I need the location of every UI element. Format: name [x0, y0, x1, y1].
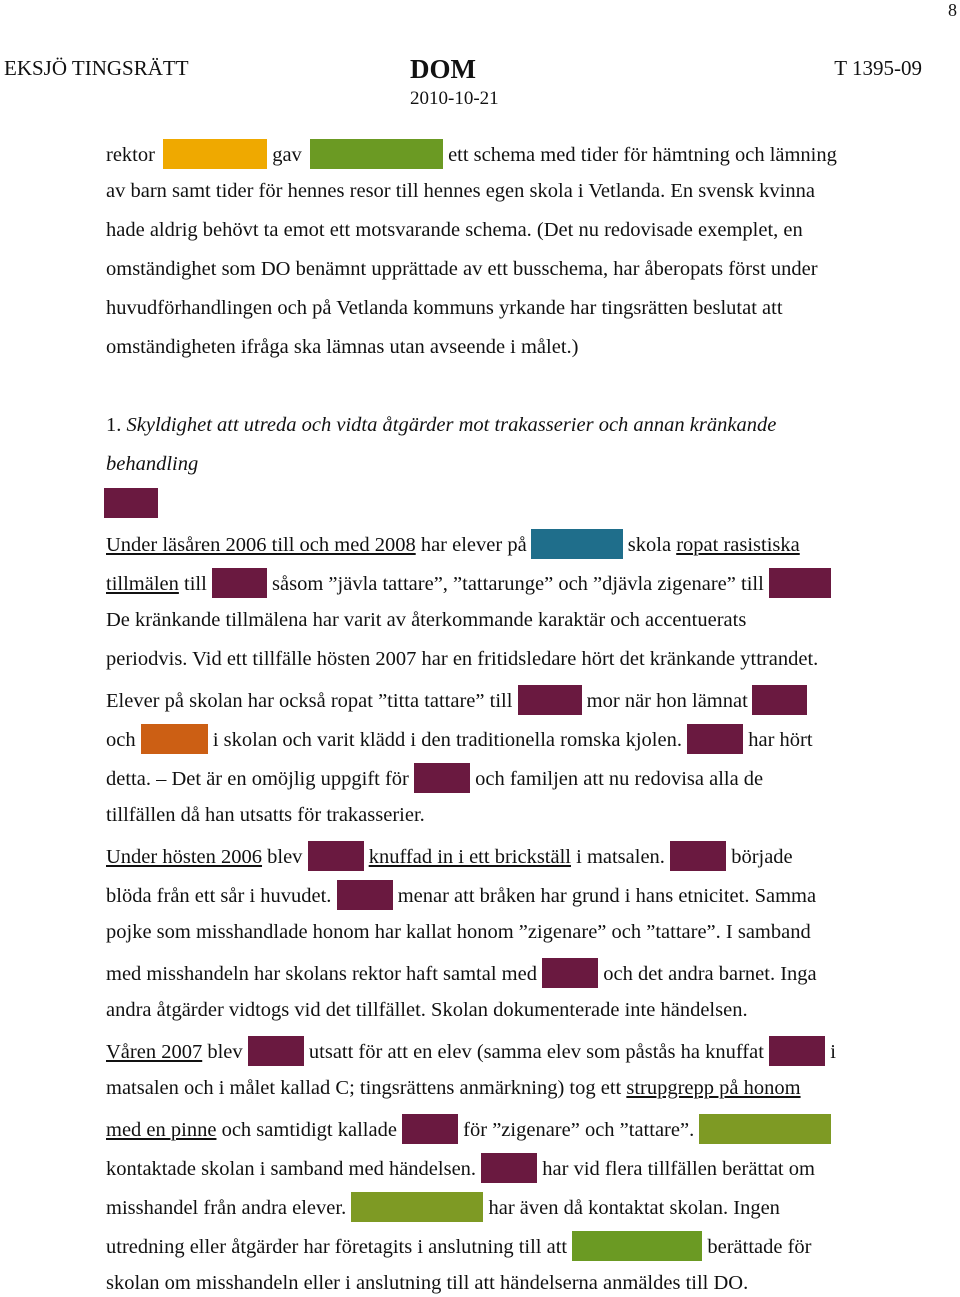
- section-heading: [106, 412, 776, 439]
- text-line: [106, 1036, 836, 1066]
- text-line: [106, 1153, 815, 1183]
- case-number: T 1395-09: [834, 56, 922, 80]
- text-segment: detta. – Det är en omöjlig uppgift för: [106, 768, 409, 790]
- text-line: De kränkande tillmälena har varit av återkommande karaktär och accentuerats: [106, 609, 747, 631]
- text-segment: med en pinne: [106, 1119, 217, 1141]
- redaction-box: [104, 488, 158, 518]
- text-segment: och familjen att nu redovisa alla de: [475, 768, 764, 790]
- text-segment: rektor: [106, 144, 155, 166]
- text-line: [106, 1192, 780, 1222]
- text-segment: ropat rasistiska: [676, 534, 800, 556]
- text-line: [106, 763, 763, 793]
- text-segment: mor när hon lämnat: [586, 690, 748, 712]
- text-line: [106, 841, 793, 871]
- redaction-box: [670, 841, 726, 871]
- text-line: [106, 685, 807, 715]
- text-segment: och: [106, 729, 136, 751]
- text-line: [106, 1075, 801, 1102]
- text-line: omständigheten ifråga ska lämnas utan avseende i målet.): [106, 336, 579, 358]
- text-segment: i: [830, 1041, 836, 1063]
- text-segment: i matsalen.: [576, 846, 665, 868]
- text-segment: började: [731, 846, 793, 868]
- court-name: EKSJÖ TINGSRÄTT: [4, 56, 189, 80]
- text-line: skolan om misshandeln eller i anslutning till att händelserna anmäldes till DO.: [106, 1272, 749, 1294]
- text-line: [106, 724, 813, 754]
- text-segment: utredning eller åtgärder har företagits i anslutning till att: [106, 1236, 568, 1258]
- text-line: andra åtgärder vidtogs vid det tillfället. Skolan dokumenterade inte händelsen.: [106, 999, 748, 1021]
- redaction-box: [481, 1153, 537, 1183]
- redaction-box: [141, 724, 208, 754]
- redaction-box: [542, 958, 598, 988]
- redaction-box: [414, 763, 470, 793]
- text-segment: blev: [207, 1041, 243, 1063]
- document-type: DOM: [410, 54, 476, 84]
- text-segment: Under hösten 2006: [106, 846, 263, 868]
- section-title: Skyldighet att utreda och vidta åtgärder mot trakasserier och annan kränkande: [126, 414, 777, 436]
- redaction-box: [351, 1192, 483, 1222]
- redaction-box: [769, 1036, 825, 1066]
- text-segment: i skolan och varit klädd i den traditionella romska kjolen.: [212, 729, 682, 751]
- text-segment: har elever på: [420, 534, 527, 556]
- redaction-box: [163, 139, 267, 169]
- text-segment: kontaktade skolan i samband med händelsen.: [106, 1158, 477, 1180]
- text-line: omständighet som DO benämnt upprättade av ett busschema, har åberopats först under: [106, 258, 818, 280]
- text-line: pojke som misshandlade honom har kallat honom ”zigenare” och ”tattare”. I samband: [106, 921, 811, 943]
- redaction-box: [752, 685, 807, 715]
- text-segment: Våren 2007: [106, 1041, 203, 1063]
- text-segment: matsalen och i målet kallad C; tingsrättens anmärkning) tog ett: [106, 1077, 622, 1099]
- text-segment: med misshandeln har skolans rektor haft samtal med: [106, 963, 537, 985]
- text-line: [106, 529, 800, 559]
- text-segment: och det andra barnet. Inga: [603, 963, 817, 985]
- redaction-box: [402, 1114, 458, 1144]
- text-segment: och samtidigt kallade: [221, 1119, 397, 1141]
- redaction-box: [337, 880, 393, 910]
- redaction-box: [310, 139, 443, 169]
- text-line: hade aldrig behövt ta emot ett motsvarande schema. (Det nu redovisade exemplet, en: [106, 219, 803, 241]
- redaction-box: [572, 1231, 702, 1261]
- redaction-box: [687, 724, 743, 754]
- text-segment: såsom ”jävla tattare”, ”tattarunge” och ”djävla zigenare” till: [272, 573, 764, 595]
- text-line: [106, 568, 831, 598]
- text-segment: menar att bråken har grund i hans etnicitet. Samma: [397, 885, 817, 907]
- page-number: 8: [948, 0, 957, 20]
- text-segment: för ”zigenare” och ”tattare”.: [463, 1119, 695, 1141]
- text-segment: Elever på skolan har också ropat ”titta tattare” till: [106, 690, 513, 712]
- redaction-box: [699, 1114, 831, 1144]
- text-line: [106, 958, 817, 988]
- text-line: av barn samt tider för hennes resor till hennes egen skola i Vetlanda. En svensk kvinna: [106, 180, 815, 202]
- text-segment: till: [184, 573, 207, 595]
- text-segment: berättade för: [707, 1236, 812, 1258]
- redaction-box: [248, 1036, 304, 1066]
- text-segment: blöda från ett sår i huvudet.: [106, 885, 332, 907]
- text-segment: har vid flera tillfällen berättat om: [542, 1158, 815, 1180]
- text-line: [106, 1231, 812, 1261]
- redaction-box: [531, 529, 623, 559]
- text-line: [106, 1114, 831, 1144]
- text-line: tillfällen då han utsatts för trakasserier.: [106, 804, 425, 826]
- text-segment: har hört: [748, 729, 813, 751]
- text-segment: gav: [272, 144, 302, 166]
- text-segment: tillmälen: [106, 573, 179, 595]
- text-segment: utsatt för att en elev (samma elev som påstås ha knuffat: [308, 1041, 764, 1063]
- text-segment: ett schema med tider för hämtning och lämning: [448, 144, 837, 166]
- text-line: periodvis. Vid ett tillfälle hösten 2007 har en fritidsledare hört det kränkande yttrandet.: [106, 648, 819, 670]
- redaction-box: [308, 841, 364, 871]
- text-segment: strupgrepp på honom: [626, 1077, 801, 1099]
- redaction-box: [212, 568, 267, 598]
- text-segment: har även då kontaktat skolan. Ingen: [488, 1197, 780, 1219]
- text-segment: knuffad in i ett brickställ: [368, 846, 571, 868]
- text-segment: skola: [627, 534, 672, 556]
- document-date: 2010-10-21: [410, 88, 499, 109]
- text-segment: Under läsåren 2006 till och med 2008: [106, 534, 416, 556]
- redaction-box: [769, 568, 831, 598]
- text-line: huvudförhandlingen och på Vetlanda kommuns yrkande har tingsrätten beslutat att: [106, 297, 783, 319]
- redaction-box: [518, 685, 582, 715]
- text-line: [106, 880, 816, 910]
- text-line: [106, 139, 837, 169]
- section-title-cont: behandling: [106, 453, 199, 475]
- section-number: 1.: [106, 414, 122, 436]
- text-segment: misshandel från andra elever.: [106, 1197, 347, 1219]
- text-segment: blev: [267, 846, 303, 868]
